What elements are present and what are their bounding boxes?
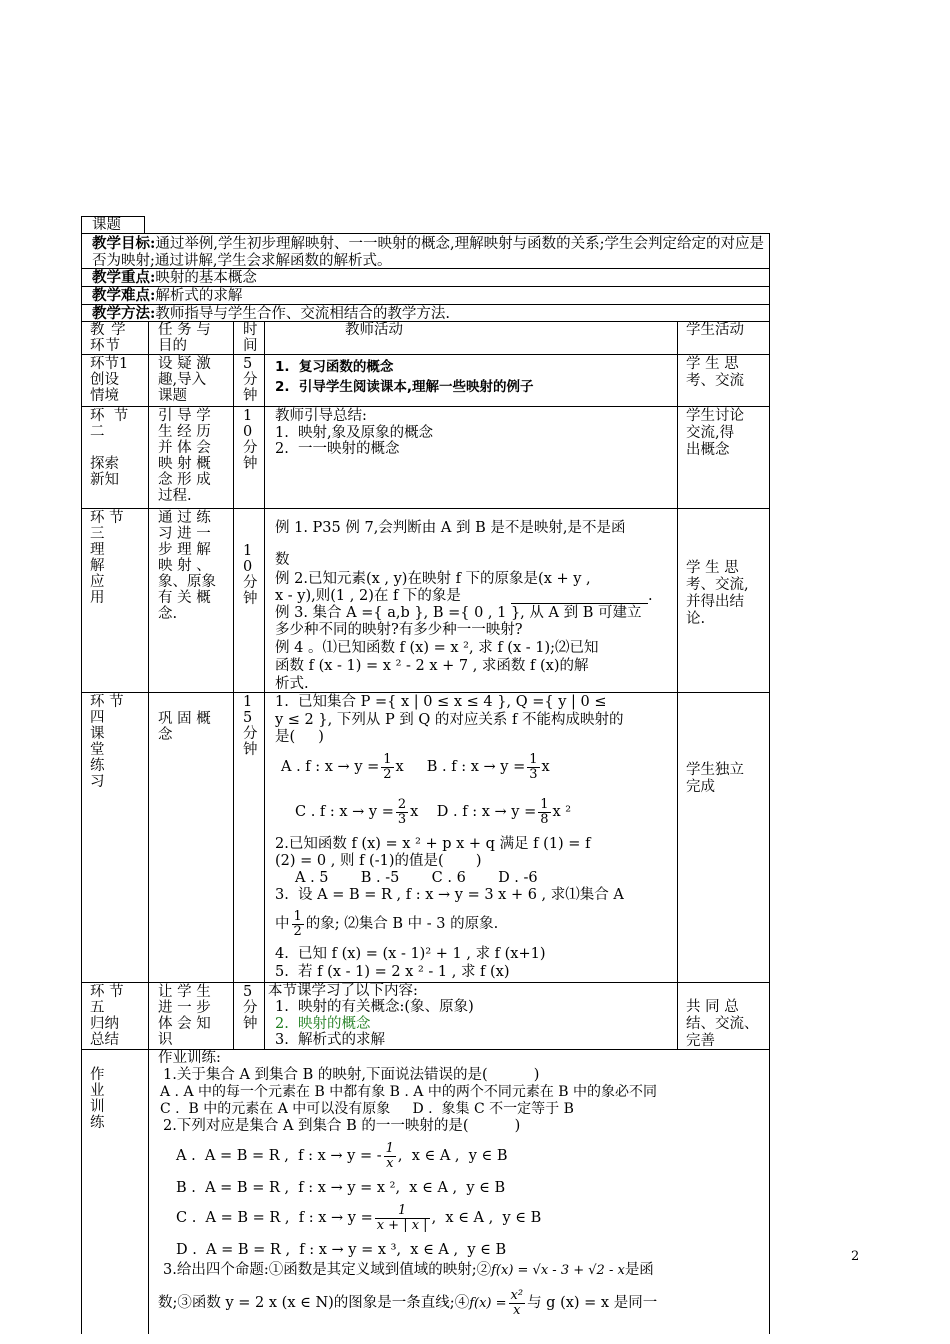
q3-line2-pre: 数;③函数 y = 2 x (x ∈ N)的图象是一条直线;④ xyxy=(158,1295,470,1311)
q3-line2-den: x xyxy=(513,1302,521,1318)
answer-blank-period: . xyxy=(648,588,653,604)
q2-c-fraction xyxy=(375,1204,430,1233)
col-line-2b xyxy=(233,982,234,1049)
method-text: 教师指导与学生合作、交流相结合的教学方法. xyxy=(155,306,450,322)
q3-prefix: 中 xyxy=(275,916,290,932)
homework-title: 作业训练: xyxy=(158,1050,221,1066)
q3-line2-post: 与 g (x) = x 是同一 xyxy=(527,1295,658,1311)
difficulty-label: 教学难点: xyxy=(92,287,156,304)
col-header-task: 任 务 与 目的 xyxy=(158,322,211,354)
answer-blank xyxy=(511,603,648,604)
option-a-tail: x xyxy=(395,759,404,775)
row3-teacher-line4: x - y),则(1 , 2)在 f 下的象是 xyxy=(275,588,461,604)
q3-line1-pre: 3.给出四个命题:①函数是其定义域到值域的映射;② xyxy=(163,1262,492,1278)
q3-suffix: 的象; ⑵集合 B 中 - 3 的原象. xyxy=(305,916,499,932)
homework-q2: 2.下列对应是集合 A 到集合 B 的一一映射的是( ) xyxy=(163,1118,521,1134)
teaching-difficulty xyxy=(92,287,242,305)
homework-q2-c xyxy=(176,1202,541,1234)
q3-num: 1 xyxy=(293,908,302,924)
hline-7 xyxy=(81,406,770,407)
option-c-num: 2 xyxy=(397,796,407,812)
q3-line2-formula-pre: f(x) = xyxy=(469,1296,507,1311)
row4-teacher-line8: 4. 已知 f (x) = (x - 1)² + 1 , 求 f (x+1) xyxy=(275,946,546,962)
goal-text: 通过举例,学生初步理解映射、一一映射的概念,理解映射与函数的关系;学生会判定给定的对应是否为映射;通过讲解,学生会求解函数的解析式。 xyxy=(92,236,764,269)
option-b-num: 1 xyxy=(529,751,538,767)
col-header-stage: 教 学 环节 xyxy=(90,322,127,354)
row1-teacher-line1: 1. 复习函数的概念 xyxy=(275,359,394,375)
row4-task: 巩 固 概 念 xyxy=(158,711,211,743)
col-line-3 xyxy=(264,321,265,983)
option-d: D . f : x → y = xyxy=(436,804,537,820)
row3-stage: 环 节 三 理 解 应 用 xyxy=(90,510,124,606)
key-label: 教学重点: xyxy=(92,269,156,286)
hline-6 xyxy=(81,354,770,355)
row5-teacher-line2: 1. 映射的有关概念:(象、原象) xyxy=(275,999,474,1015)
row5-stage: 环 节 五 归纳 总结 xyxy=(90,984,124,1048)
row4-teacher-line5: (2) = 0 , 则 f (-1)的值是( ) xyxy=(275,853,482,869)
row4-stage: 环 节 四 课 堂 练 习 xyxy=(90,694,124,790)
row4-time: 1 5 分 钟 xyxy=(243,694,258,758)
option-c-den: 3 xyxy=(397,811,407,827)
topic-label: 课题 xyxy=(92,217,121,233)
row2-task: 引 导 学 生 经 历 并 体 会 映 射 概 念 形 成 过程. xyxy=(158,408,211,504)
q3-den: 2 xyxy=(293,923,302,939)
q2-a-pre: A . A = B = R , f : x → y = - xyxy=(176,1148,382,1164)
row5-teacher-line3: 2. 映射的概念 xyxy=(275,1016,371,1032)
row5-student: 共 同 总 结、交流、 完善 xyxy=(686,999,759,1049)
teaching-key xyxy=(92,269,257,287)
row4-teacher-line3: 是( ) xyxy=(275,729,324,745)
option-b-fraction xyxy=(527,753,539,782)
homework-q2-b: B . A = B = R , f : x → y = x ², x ∈ A , y ∈ B xyxy=(176,1180,506,1196)
row2-time: 1 0 分 钟 xyxy=(243,408,258,472)
hline-8 xyxy=(81,508,770,509)
col-line-4 xyxy=(677,321,678,1049)
q2-a-post: , x ∈ A , y ∈ B xyxy=(397,1148,508,1164)
hline-10 xyxy=(81,982,770,983)
difficulty-text: 解析式的求解 xyxy=(155,288,243,304)
table-border-right xyxy=(769,233,770,1334)
homework-q1: 1.关于集合 A 到集合 B 的映射,下面说法错误的是( ) xyxy=(163,1067,540,1083)
row3-teacher-line9: 析式. xyxy=(275,676,309,692)
q3-line2-num: x² xyxy=(510,1287,524,1303)
row4-teacher-line6: A . 5 B . -5 C . 6 D . -6 xyxy=(295,870,538,886)
col-line-2 xyxy=(233,321,234,983)
row3-teacher-line1: 例 1. P35 例 7,会判断由 A 到 B 是不是映射,是不是函 xyxy=(275,520,626,536)
row5-task: 让 学 生 进 一 步 体 会 知 识 xyxy=(158,984,211,1048)
row5-teacher-line1: 本节课学习了以下内容: xyxy=(268,983,418,999)
row2-student: 学生讨论 交流,得 出概念 xyxy=(686,408,744,458)
row4-teacher-line1: 1. 已知集合 P ={ x | 0 ≤ x ≤ 4 }, Q ={ y | 0 ≤ xyxy=(275,694,607,710)
q3-line1-formula: f(x) = √x - 3 + √2 - x xyxy=(491,1263,625,1278)
row3-teacher-line2: 数 xyxy=(275,552,290,568)
col-header-student: 学生活动 xyxy=(686,322,744,338)
col-header-time: 时 间 xyxy=(243,322,258,354)
row4-teacher-line2: y ≤ 2 }, 下列从 P 到 Q 的对应关系 f 不能构成映射的 xyxy=(275,712,624,728)
q3-line2-fraction xyxy=(509,1289,526,1318)
homework-q2-a xyxy=(176,1140,508,1172)
row1-stage: 环节1 创设 情境 xyxy=(90,356,129,404)
teaching-goal xyxy=(92,235,764,270)
q3-fraction xyxy=(292,910,304,939)
q2-a-fraction xyxy=(384,1142,396,1171)
key-text: 映射的基本概念 xyxy=(155,270,257,286)
row3-teacher-line3: 例 2.已知元素(x , y)在映射 f 下的原象是(x + y , xyxy=(275,571,591,587)
row4-q3-second-line xyxy=(275,909,498,939)
homework-q3-line2 xyxy=(158,1286,657,1321)
goal-label: 教学目标: xyxy=(92,235,156,252)
option-d-tail: x ² xyxy=(552,804,572,820)
option-a-den: 2 xyxy=(383,766,392,782)
row3-task: 通 过 练 习 进 一 步 理 解 映 射 、 象、原象 有 关 概 念. xyxy=(158,510,216,622)
row4-options-ab xyxy=(281,752,550,782)
option-b-den: 3 xyxy=(529,766,538,782)
option-a-fraction xyxy=(381,753,393,782)
row5-teacher-line4: 3. 解析式的求解 xyxy=(275,1032,386,1048)
row3-teacher-line6: 多少种不同的映射?有多少种一一映射? xyxy=(275,622,523,638)
row4-options-cd xyxy=(295,797,571,827)
homework-q3-line1 xyxy=(163,1262,654,1279)
row4-teacher-line4: 2.已知函数 f (x) = x ² + p x + q 满足 f (1) = f xyxy=(275,836,591,852)
q3-line1-post: 是函 xyxy=(624,1262,654,1278)
q2-c-post: , x ∈ A , y ∈ B xyxy=(431,1210,542,1226)
row3-time: 1 0 分 钟 xyxy=(243,543,258,607)
row2-stage: 环 节 二 探索 新知 xyxy=(90,408,129,488)
hline-9 xyxy=(81,692,770,693)
row4-teacher-line7: 3. 设 A = B = R , f : x → y = 3 x + 6 , 求⑴集合 A xyxy=(275,887,624,903)
q2-a-den: x xyxy=(386,1155,394,1171)
table-border-left xyxy=(81,216,82,1334)
q2-a-num: 1 xyxy=(385,1140,394,1156)
option-a-num: 1 xyxy=(383,751,392,767)
method-label: 教学方法: xyxy=(92,305,156,322)
option-b: B . f : x → y = xyxy=(426,759,526,775)
option-c: C . f : x → y = xyxy=(295,804,394,820)
col-header-teacher: 教师活动 xyxy=(345,322,403,338)
option-c-tail: x xyxy=(410,804,419,820)
option-d-den: 8 xyxy=(540,811,549,827)
page-number: 2 xyxy=(851,1249,860,1264)
row5-time: 5 分 钟 xyxy=(243,984,258,1032)
row4-student: 学生独立 完成 xyxy=(686,762,744,795)
homework-q1-cd: C . B 中的元素在 A 中可以没有原象 D . 象集 C 不一定等于 B xyxy=(160,1101,574,1117)
option-a: A . f : x → y = xyxy=(281,759,380,775)
row1-teacher-line2: 2. 引导学生阅读课本,理解一些映射的例子 xyxy=(275,379,534,395)
row1-time: 5 分 钟 xyxy=(243,356,258,404)
row2-teacher-line2: 1. 映射,象及原象的概念 xyxy=(275,425,434,441)
topic-box-right xyxy=(144,216,145,234)
q2-c-pre: C . A = B = R , f : x → y = xyxy=(176,1210,373,1226)
col-line-1 xyxy=(148,321,149,1049)
row3-student: 学 生 思 考、交流, 并得出结 论. xyxy=(686,560,749,627)
row1-student: 学 生 思 考、交流 xyxy=(686,356,744,389)
row2-teacher-line3: 2. 一一映射的概念 xyxy=(275,441,400,457)
hw-col-line xyxy=(148,1049,149,1334)
col-line-3b xyxy=(264,982,265,1049)
homework-q2-d: D . A = B = R , f : x → y = x ³, x ∈ A , y ∈ B xyxy=(176,1242,507,1258)
q2-c-num: 1 xyxy=(375,1204,430,1219)
option-c-fraction xyxy=(396,798,408,827)
teaching-method xyxy=(92,305,450,323)
row4-teacher-line9: 5. 若 f (x - 1) = 2 x ² - 1 , 求 f (x) xyxy=(275,964,510,980)
row2-teacher-line1: 教师引导总结: xyxy=(275,408,367,424)
row3-teacher-line7: 例 4 。⑴已知函数 f (x) = x ², 求 f (x - 1);⑵已知 xyxy=(275,640,599,656)
option-d-num: 1 xyxy=(540,796,549,812)
option-b-tail: x xyxy=(541,759,550,775)
row1-task: 设 疑 激 趣,导入 课题 xyxy=(158,356,211,404)
row3-teacher-line5: 例 3. 集合 A ={ a,b }, B ={ 0 , 1 }, 从 A 到 B 可建立 xyxy=(275,605,642,621)
hline-1 xyxy=(81,233,770,234)
row3-teacher-line8: 函数 f (x - 1) = x ² - 2 x + 7 , 求函数 f (x)的解 xyxy=(275,658,589,674)
q2-c-den: x + | x | xyxy=(376,1217,428,1233)
homework-stage: 作 业 训 练 xyxy=(90,1067,105,1131)
option-d-fraction xyxy=(538,798,550,827)
homework-q1-ab: A . A 中的每一个元素在 B 中都有象 B . A 中的两个不同元素在 B 中的象必不同 xyxy=(160,1084,658,1100)
